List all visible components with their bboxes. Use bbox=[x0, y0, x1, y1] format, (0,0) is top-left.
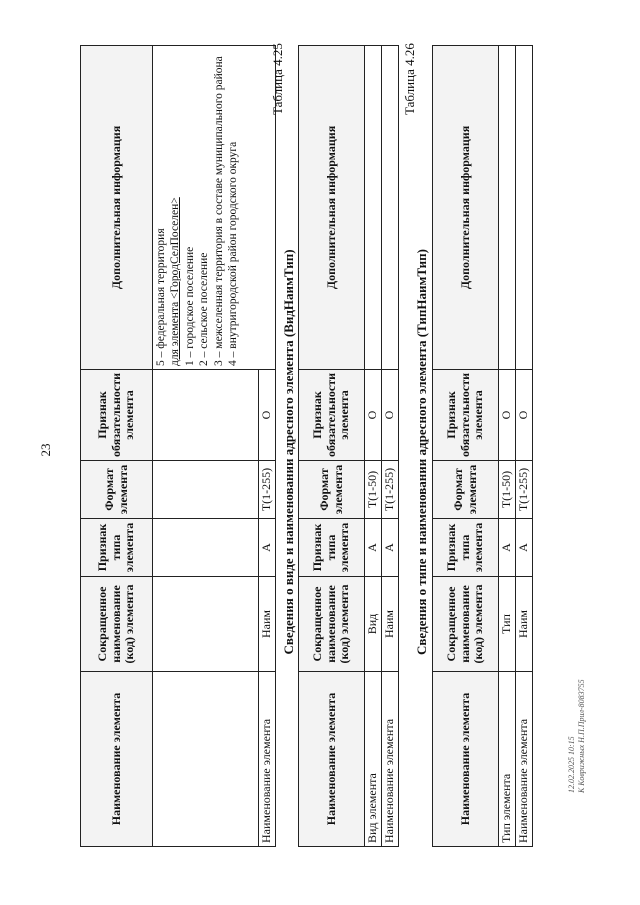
info-line: 3 – межселенная территория в составе муниципального района bbox=[212, 56, 225, 366]
cell-type: А bbox=[515, 519, 532, 577]
cell-type: А bbox=[365, 519, 382, 577]
cell-info bbox=[153, 45, 276, 369]
cell-type: А bbox=[381, 519, 398, 577]
cell-required: О bbox=[365, 369, 382, 460]
info-line: 2 – сельское поселение bbox=[198, 252, 211, 366]
header-short: Сокращенное наименование (код) элемента bbox=[81, 577, 153, 672]
cell-short bbox=[153, 577, 259, 672]
cell-short: Вид bbox=[365, 577, 382, 672]
info-line: 5 – федеральная территория bbox=[155, 228, 167, 366]
table-row bbox=[515, 45, 532, 846]
header-name: Наименование элемента bbox=[299, 672, 365, 847]
cell-name: Наименование элемента bbox=[515, 672, 532, 847]
cell-required: О bbox=[381, 369, 398, 460]
info-line: 4 – внутригородской район городского округа bbox=[226, 141, 239, 366]
cell-type: А bbox=[259, 519, 276, 577]
cell-format bbox=[153, 461, 259, 519]
header-name: Наименование элемента bbox=[81, 672, 153, 847]
table-row bbox=[381, 45, 398, 846]
header-format: Формат элемента bbox=[433, 461, 499, 519]
header-short: Сокращенное наименование (код) элемента bbox=[433, 577, 499, 672]
cell-short: Наим bbox=[515, 577, 532, 672]
cell-type bbox=[153, 519, 259, 577]
cell-name: Наименование элемента bbox=[259, 672, 276, 847]
table-row bbox=[153, 45, 259, 846]
table-row bbox=[365, 45, 382, 846]
table-header-row bbox=[299, 45, 365, 846]
header-type: Признак типа элемента bbox=[81, 519, 153, 577]
header-short: Сокращенное наименование (код) элемента bbox=[299, 577, 365, 672]
cell-short: Тип bbox=[499, 577, 516, 672]
cell-format: T(1-255) bbox=[259, 461, 276, 519]
table-title: Сведения о типе и наименовании адресного элемента (ТипНаимТип) bbox=[414, 249, 429, 655]
cell-info bbox=[365, 45, 382, 369]
cell-info bbox=[499, 45, 516, 369]
cell-name: Тип элемента bbox=[499, 672, 516, 847]
header-info: Дополнительная информация bbox=[433, 45, 499, 369]
cell-format: T(1-50) bbox=[365, 461, 382, 519]
cell-format: T(1-255) bbox=[381, 461, 398, 519]
table-caption: Таблица 4.25 bbox=[270, 43, 285, 115]
table-continuation bbox=[80, 45, 276, 847]
cell-required: О bbox=[259, 369, 276, 460]
header-info: Дополнительная информация bbox=[81, 45, 153, 369]
cell-required: О bbox=[499, 369, 516, 460]
page-number: 23 bbox=[38, 443, 53, 457]
table-header-row bbox=[81, 45, 153, 846]
stamp-line: 12.02.2025 10:15 bbox=[567, 736, 576, 793]
header-type: Признак типа элемента bbox=[433, 519, 499, 577]
cell-name: Наименование элемента bbox=[381, 672, 398, 847]
cell-name: Вид элемента bbox=[365, 672, 382, 847]
cell-format: T(1-50) bbox=[499, 461, 516, 519]
cell-type: А bbox=[499, 519, 516, 577]
registration-stamp bbox=[567, 679, 586, 793]
header-name: Наименование элемента bbox=[433, 672, 499, 847]
cell-format: T(1-255) bbox=[515, 461, 532, 519]
cell-info bbox=[381, 45, 398, 369]
table-4-26 bbox=[432, 45, 533, 847]
info-line: для элемента <ГородСелПоселен> bbox=[169, 197, 182, 366]
header-format: Формат элемента bbox=[81, 461, 153, 519]
cell-name bbox=[153, 672, 259, 847]
table-4-25 bbox=[298, 45, 399, 847]
header-required: Признак обязательности элемента bbox=[81, 369, 153, 460]
table-header-row bbox=[433, 45, 499, 846]
header-format: Формат элемента bbox=[299, 461, 365, 519]
cell-short: Наим bbox=[259, 577, 276, 672]
stamp-line: К Коврижных Н.П.Прил-8083755 bbox=[576, 679, 586, 793]
info-line: 1 – городское поселение bbox=[183, 246, 196, 366]
table-title: Сведения о виде и наименовании адресного элемента (ВидНаимТип) bbox=[281, 249, 296, 655]
header-required: Признак обязательности элемента bbox=[299, 369, 365, 460]
cell-short: Наим bbox=[381, 577, 398, 672]
cell-required bbox=[153, 369, 259, 460]
table-row bbox=[499, 45, 516, 846]
cell-info bbox=[515, 45, 532, 369]
cell-required: О bbox=[515, 369, 532, 460]
table-caption: Таблица 4.26 bbox=[402, 43, 417, 115]
header-info: Дополнительная информация bbox=[299, 45, 365, 369]
header-type: Признак типа элемента bbox=[299, 519, 365, 577]
header-required: Признак обязательности элемента bbox=[433, 369, 499, 460]
